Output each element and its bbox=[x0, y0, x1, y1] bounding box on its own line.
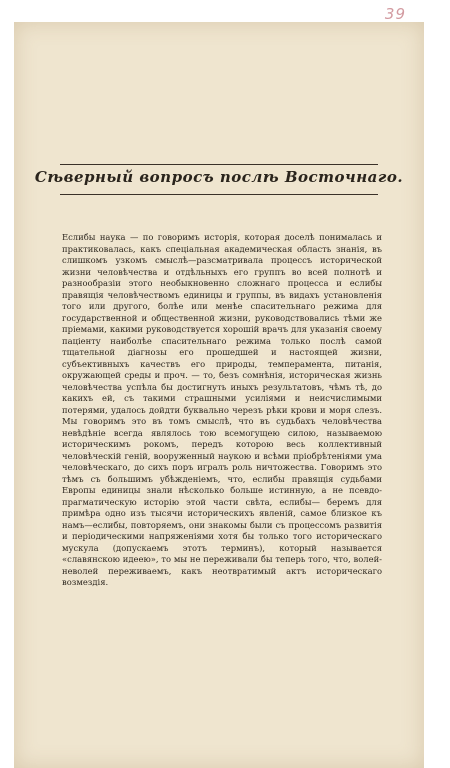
book-page bbox=[14, 5, 424, 768]
body-paragraph: Еслибы наука — по говоримъ исторія, которая доселѣ понималась и практиковалась, какъ спеціальная академическая область знанія, въ слишкомъ узкомъ смыслѣ—разсматривала процессъ исторической жизни человѣчества и отдѣльныхъ его группъ во всей полнотѣ и разнообразіи этого необыкновенно сложнаго процесса и еслибы правящія человѣчествомъ единицы и группы, въ видахъ установленія того или другого, болѣе или менѣе спасительнаго режима для государственной и общественной жизни, руководствовались тѣми же пріемами, какими руководствуется хорошій врачъ для указанія своему паціенту наиболѣе спасительнаго режима только послѣ самой тщательной діагнозы его прошедшей и настоящей жизни, субъективныхъ качествъ его природы, темперамента, питанія, окружающей среды и проч. — то, безъ сомнѣнія, историческая жизнь человѣчества успѣла бы достигнуть иныхъ результатовъ, чѣмъ тѣ, до какихъ ей, съ такими страшными усиліями и неисчислимыми потерями, удалось дойдти буквально черезъ рѣки крови и моря слезъ. Мы говоримъ это въ томъ смыслѣ, что въ судьбахъ человѣчества невѣдѣніе всегда являлось тою всемогущею силою, называемою историческимъ рокомъ, передъ которою весь коллективный человѣческій геній, вооруженный наукою и всѣми пріобрѣтеніями ума человѣческаго, до сихъ поръ игралъ роль ничтожества. Говоримъ это тѣмъ съ большимъ убѣжденіемъ, что, еслибы правящія судьбами Европы единицы знали нѣсколько больше истинную, а не псевдо-прагматическую исторію этой части свѣта, еслибы— беремъ для примѣра одно изъ тысячи историческихъ явленій, самое близкое къ намъ—еслибы, повторяемъ, они знакомы были съ процессомъ развитія и періодическими напряженіями хотя бы только того историческаго мускула (допускаемъ этотъ терминъ), который называется «славянскою идеею», то мы не переживали бы теперь того, что, волей-неволей переживаемъ, какъ неотвратимый актъ историческаго возмездія. bbox=[62, 232, 382, 587]
article-body bbox=[62, 232, 382, 589]
article-title: Сѣверный вопросъ послѣ Восточнаго. bbox=[34, 168, 404, 186]
title-rule-top bbox=[60, 164, 378, 165]
title-rule-bottom bbox=[60, 194, 378, 195]
page-number-mark: 39 bbox=[384, 5, 406, 23]
